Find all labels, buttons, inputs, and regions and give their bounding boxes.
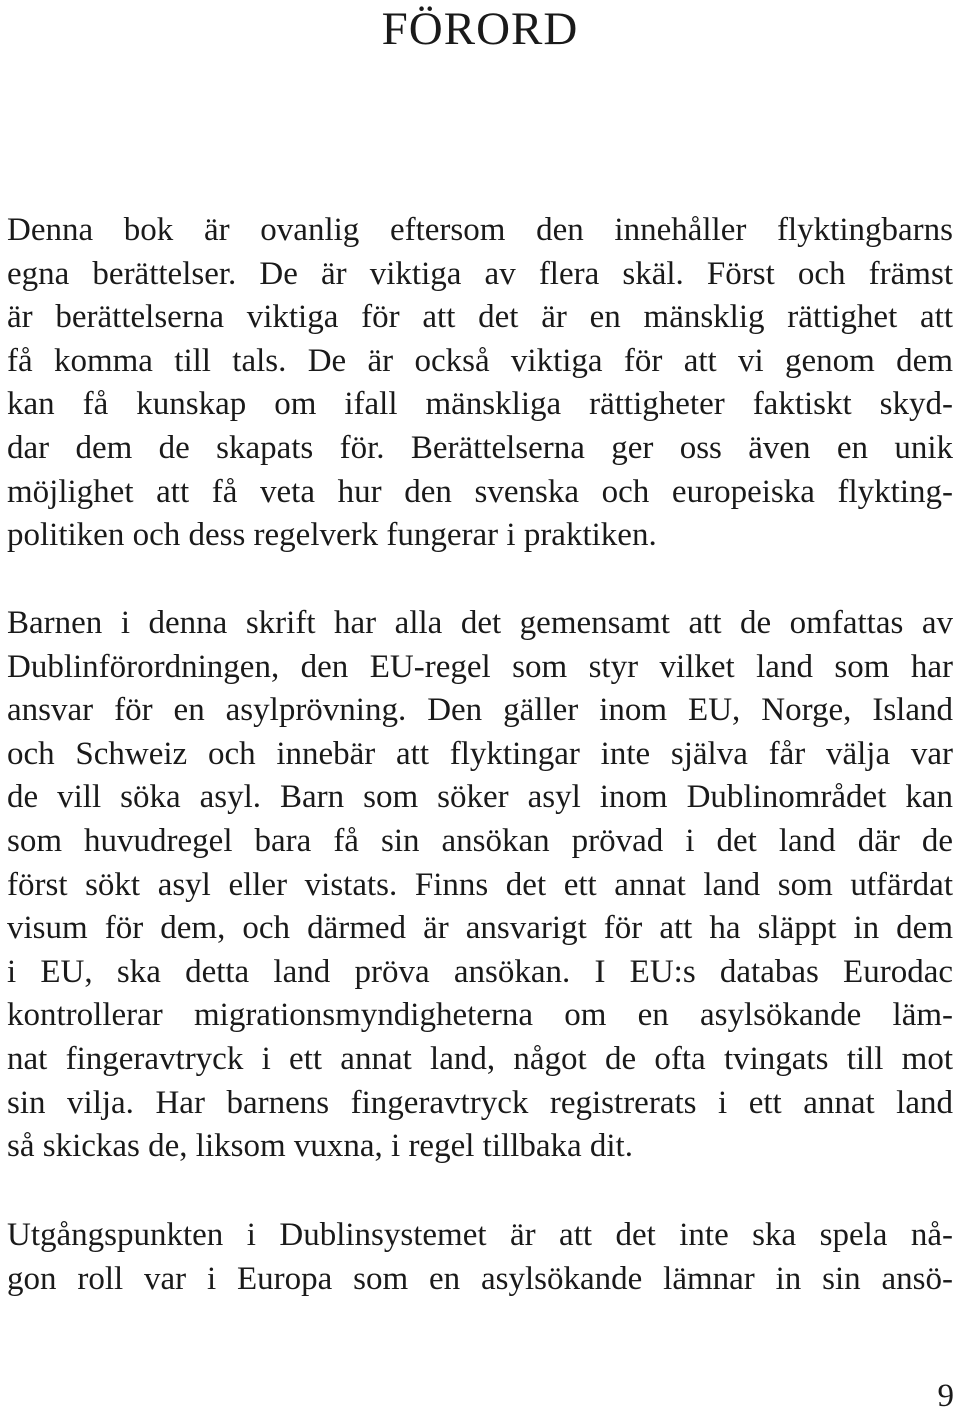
paragraph-1 <box>7 209 953 558</box>
text-line: visum för dem, och därmed är ansvarigt för att ha släppt in dem <box>7 910 953 947</box>
paragraph-3 <box>7 1214 953 1301</box>
text-line: först sökt asyl eller vistats. Finns det ett annat land som utfärdat <box>7 866 953 903</box>
text-line: Utgångspunkten i Dublinsystemet är att det inte ska spela nå- <box>7 1217 953 1253</box>
page-number: 9 <box>937 1378 954 1414</box>
body-text <box>7 209 953 558</box>
text-line: kan få kunskap om ifall mänskliga rättigheter faktiskt skyd- <box>7 386 953 423</box>
text-line: ansvar för en asylprövning. Den gäller inom EU, Norge, Island <box>7 692 953 729</box>
text-line: få komma till tals. De är också viktiga för att vi genom dem <box>7 342 953 379</box>
text-line: möjlighet att få veta hur den svenska och europeiska flykting- <box>7 473 953 510</box>
body-text <box>7 602 953 1169</box>
text-line: som huvudregel bara få sin ansökan prövad i det land där de <box>7 822 953 859</box>
text-line: och Schweiz och innebär att flyktingar inte själva får välja var <box>7 735 953 772</box>
text-line: sin vilja. Har barnens fingeravtryck registrerats i ett annat land <box>7 1084 953 1121</box>
text-line: dar dem de skapats för. Berättelserna ger oss även en unik <box>7 429 953 466</box>
page-title: FÖRORD <box>381 3 579 55</box>
text-line: är berättelserna viktiga för att det är en mänsklig rättighet att <box>7 299 953 336</box>
text-line: politiken och dess regelverk fungerar i praktiken. <box>7 517 657 554</box>
text-line: så skickas de, liksom vuxna, i regel tillbaka dit. <box>7 1128 633 1165</box>
text-line: i EU, ska detta land pröva ansökan. I EU:s databas Eurodac <box>7 953 953 990</box>
text-line: kontrollerar migrationsmyndigheterna om en asylsökande läm- <box>7 997 953 1034</box>
text-line: Dublinförordningen, den EU-regel som styr vilket land som har <box>7 648 953 685</box>
body-text <box>7 1214 953 1301</box>
text-line: Barnen i denna skrift har alla det gemensamt att de omfattas av <box>7 605 953 641</box>
text-line: Denna bok är ovanlig eftersom den innehåller flyktingbarns <box>7 212 953 248</box>
paragraph-2 <box>7 602 953 1169</box>
text-line: egna berättelser. De är viktiga av flera skäl. Först och främst <box>7 255 953 292</box>
text-line: gon roll var i Europa som en asylsökande lämnar in sin ansö- <box>7 1260 953 1297</box>
text-line: nat fingeravtryck i ett annat land, något de ofta tvingats till mot <box>7 1040 953 1077</box>
text-line: de vill söka asyl. Barn som söker asyl inom Dublinområdet kan <box>7 779 953 816</box>
